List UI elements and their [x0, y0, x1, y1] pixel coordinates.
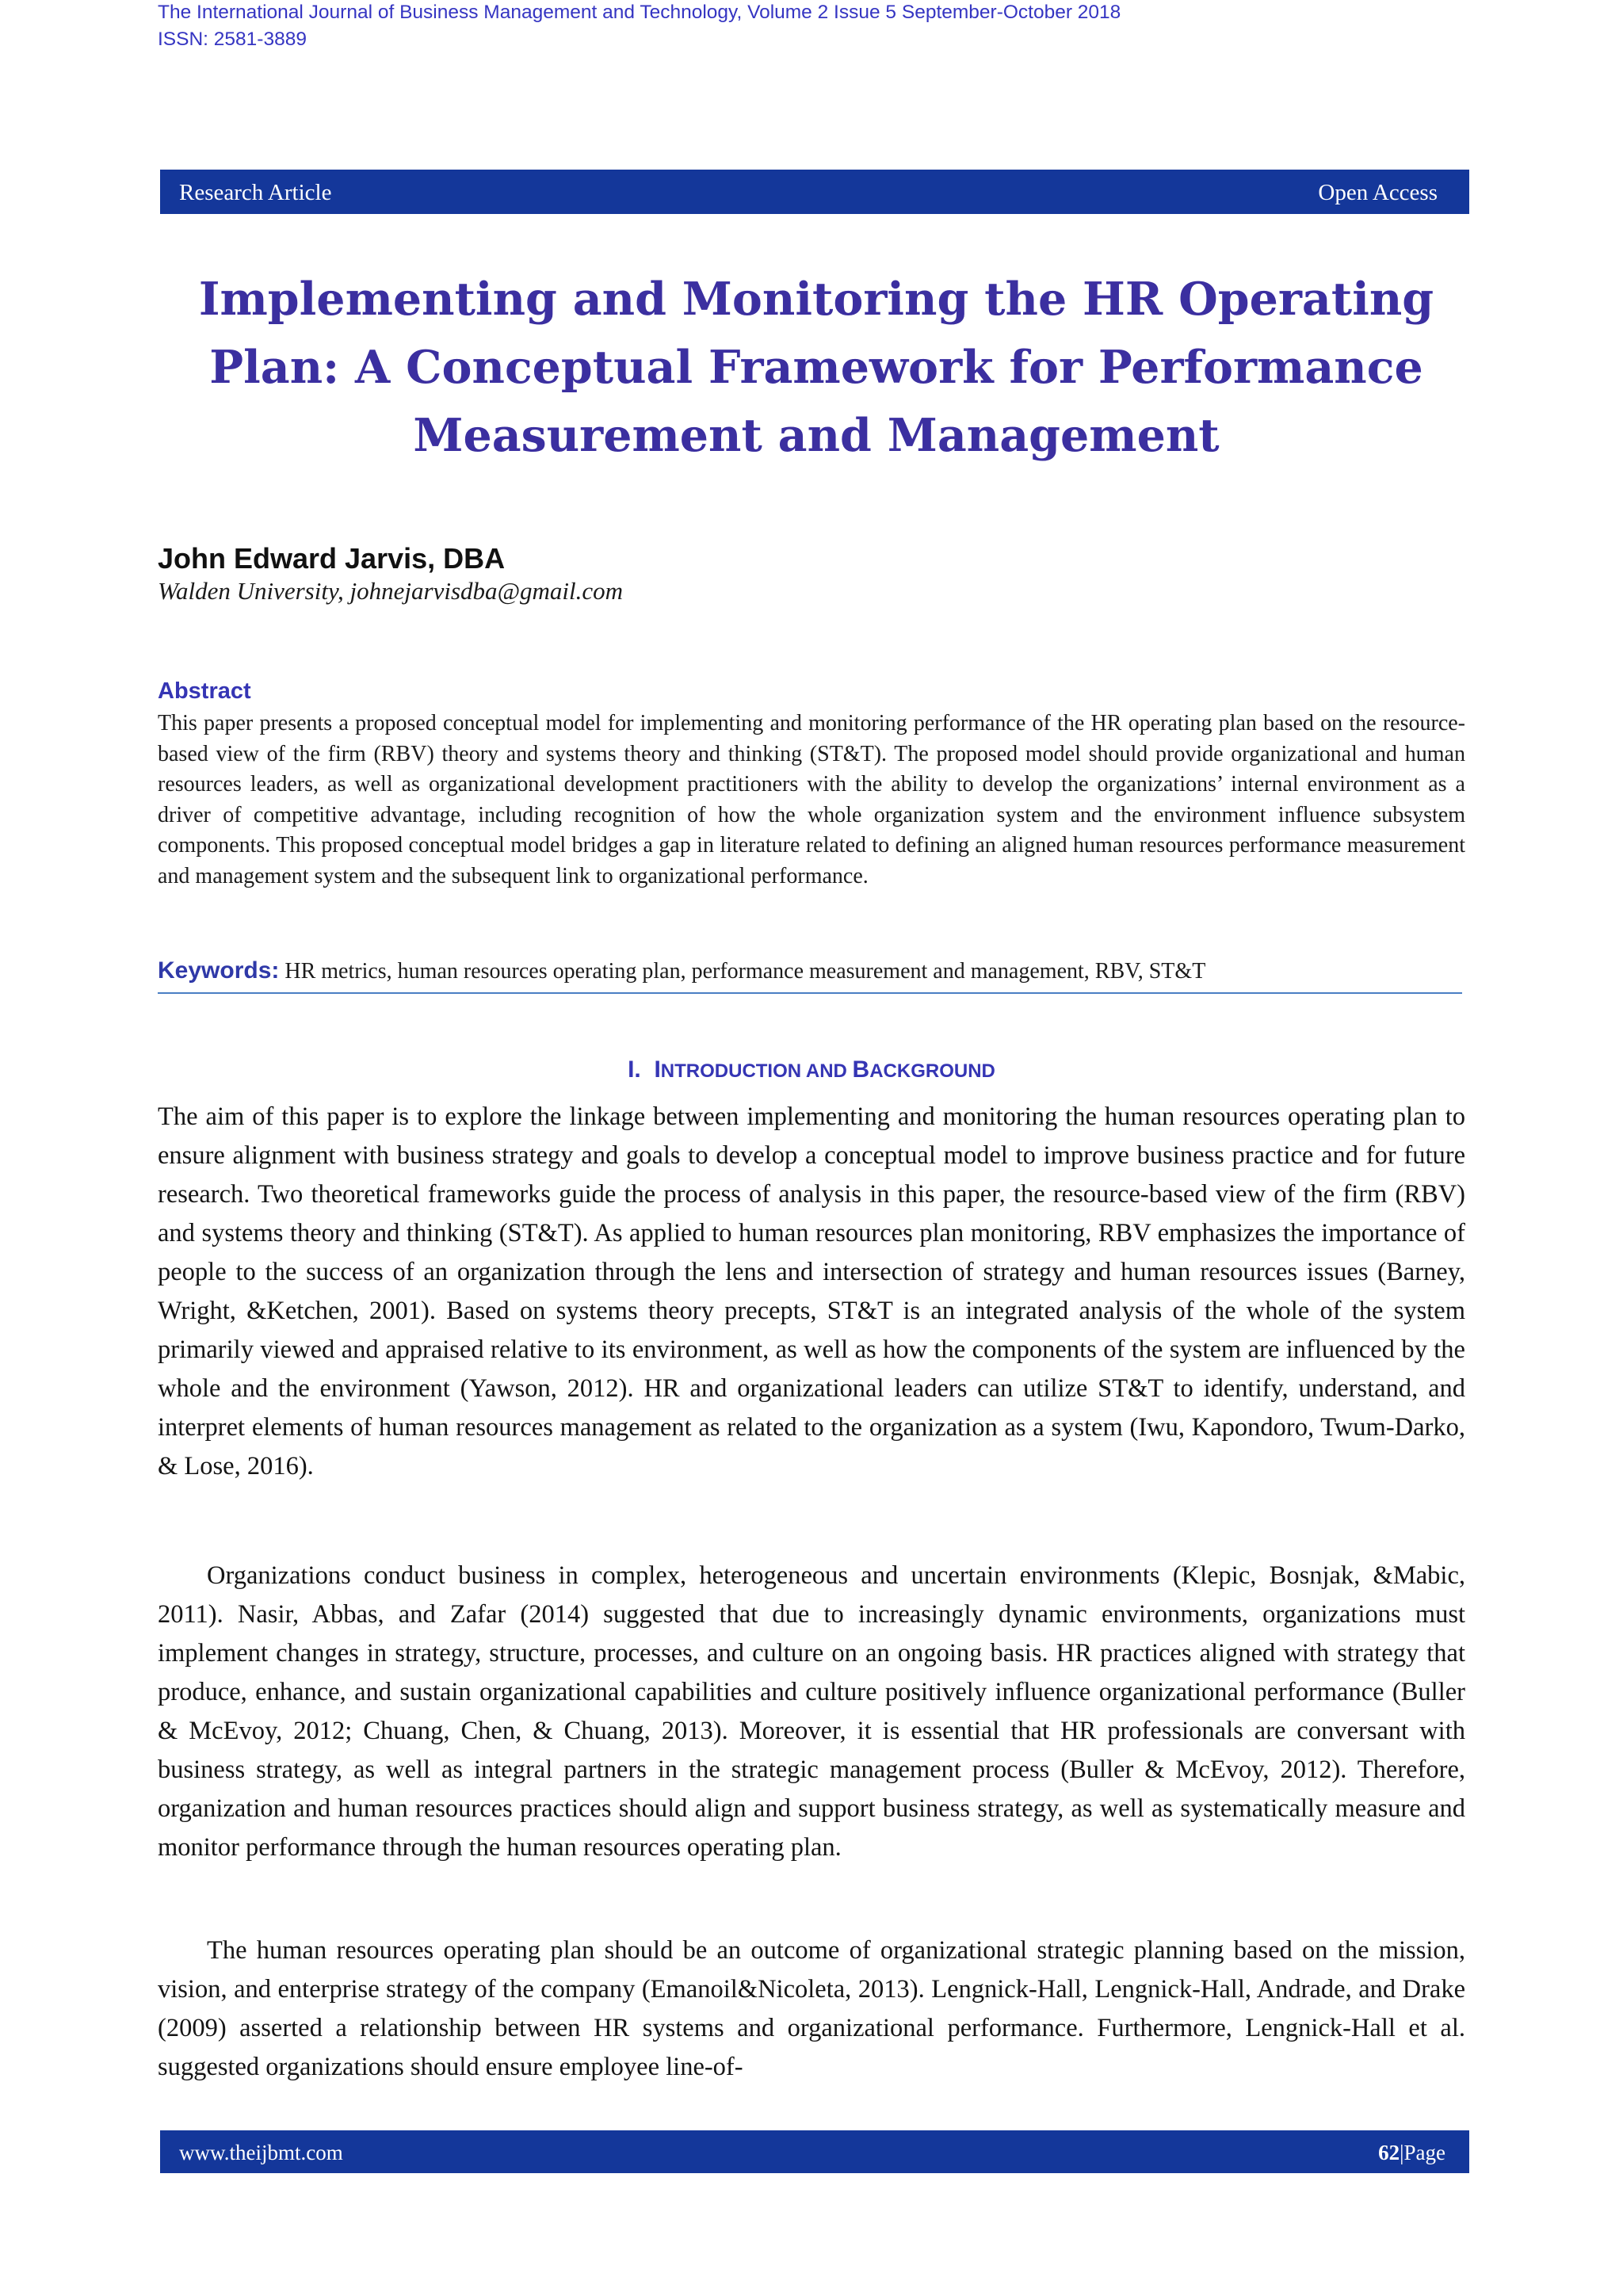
keywords-text: HR metrics, human resources operating plan, performance measurement and management, RBV, ST&T: [285, 959, 1206, 984]
section-title-part-2: ACKGROUND: [869, 1060, 995, 1082]
body-paragraph: The human resources operating plan should be an outcome of organizational strategic planning based on the mission, vision, and enterprise strategy of the company (Emanoil&Nicoleta, 2013). Lengnick-Hall, Lengnick-Hall, Andrade, and Drake (2009) asserted a relationship between HR systems and organizational performance. Furthermore, Lengnick-Hall et al. suggested organizations should ensure employee line-of-: [158, 1936, 1465, 2081]
research-article-label: Research Article: [179, 180, 332, 205]
section-title-part-1: NTRODUCTION AND: [660, 1060, 853, 1082]
section-title-initial-1: I: [654, 1056, 661, 1083]
abstract-heading: Abstract: [158, 678, 251, 704]
body-paragraph: Organizations conduct business in complex, heterogeneous and uncertain environments (Klepic, Bosnjak, &Mabic, 2011). Nasir, Abbas, and Zafar (2014) suggested that due to increasingly dynamic environments, organizations must implement changes in strategy, structure, processes, and culture on an ongoing basis. HR practices aligned with strategy that produce, enhance, and sustain organizational capabilities and culture positively influence organizational performance (Buller & McEvoy, 2012; Chuang, Chen, & Chuang, 2013). Moreover, it is essential that HR professionals are conversant with business strategy, as well as integral partners in the strategic management process (Buller & McEvoy, 2012). Therefore, organization and human resources practices should align and support business strategy, as well as systematically measure and monitor performance through the human resources operating plan.: [158, 1561, 1465, 1862]
open-access-label: Open Access: [1318, 180, 1438, 205]
page-number: 62: [1378, 2141, 1400, 2164]
author-affiliation: Walden University, johnejarvisdba@gmail.com: [158, 577, 624, 605]
journal-citation: The International Journal of Business Management and Technology, Volume 2 Issue 5 September-October 2018: [158, 2, 1121, 23]
paper-title: Implementing and Monitoring the HR Operating Plan: A Conceptual Framework for Performance Measurement and Management: [198, 273, 1434, 462]
body-paragraph: The aim of this paper is to explore the linkage between implementing and monitoring the human resources operating plan to ensure alignment with business strategy and goals to develop a conceptual model to improve business practice and for future research. Two theoretical frameworks guide the process of analysis in this paper, the resource-based view of the firm (RBV) and systems theory and thinking (ST&T). As applied to human resources plan monitoring, RBV emphasizes the importance of people to the success of an organization through the lens and intersection of strategy and human resources issues (Barney, Wright, &Ketchen, 2001). Based on systems theory precepts, ST&T is an integrated analysis of the whole of the system primarily viewed and appraised relative to its environment, as well as how the components of the system are influenced by the whole and the environment (Yawson, 2012). HR and organizational leaders can utilize ST&T to identify, understand, and interpret elements of human resources management as related to the organization as a system (Iwu, Kapondoro, Twum-Darko, & Lose, 2016).: [158, 1102, 1465, 1480]
page-label: |Page: [1400, 2141, 1445, 2164]
author-name: John Edward Jarvis, DBA: [158, 542, 506, 575]
keywords: [158, 955, 1465, 988]
section-title-initial-2: B: [852, 1056, 870, 1083]
section-number: I.: [628, 1056, 641, 1083]
journal-issn: ISSN: 2581-3889: [158, 29, 307, 50]
page-indicator: [1378, 2130, 1445, 2175]
keywords-label: Keywords:: [158, 957, 280, 984]
section-heading: [158, 1056, 1465, 1083]
abstract-text: This paper presents a proposed conceptual model for implementing and monitoring performance of the HR operating plan based on the resource-based view of the firm (RBV) theory and systems theory and thinking (ST&T). The proposed model should provide organizational and human resources leaders, as well as organizational development practitioners with the ability to develop the organizations’ internal environment as a driver of competitive advantage, including recognition of how the whole organization system and the environment influence subsystem components. This proposed conceptual model bridges a gap in literature related to defining an aligned human resources performance measurement and management system and the subsequent link to organizational performance.: [158, 711, 1465, 888]
keywords-divider: [158, 992, 1462, 994]
article-type-bar: [160, 170, 1469, 214]
journal-website-link[interactable]: www.theijbmt.com: [179, 2141, 343, 2164]
page-footer-bar: [160, 2130, 1469, 2173]
